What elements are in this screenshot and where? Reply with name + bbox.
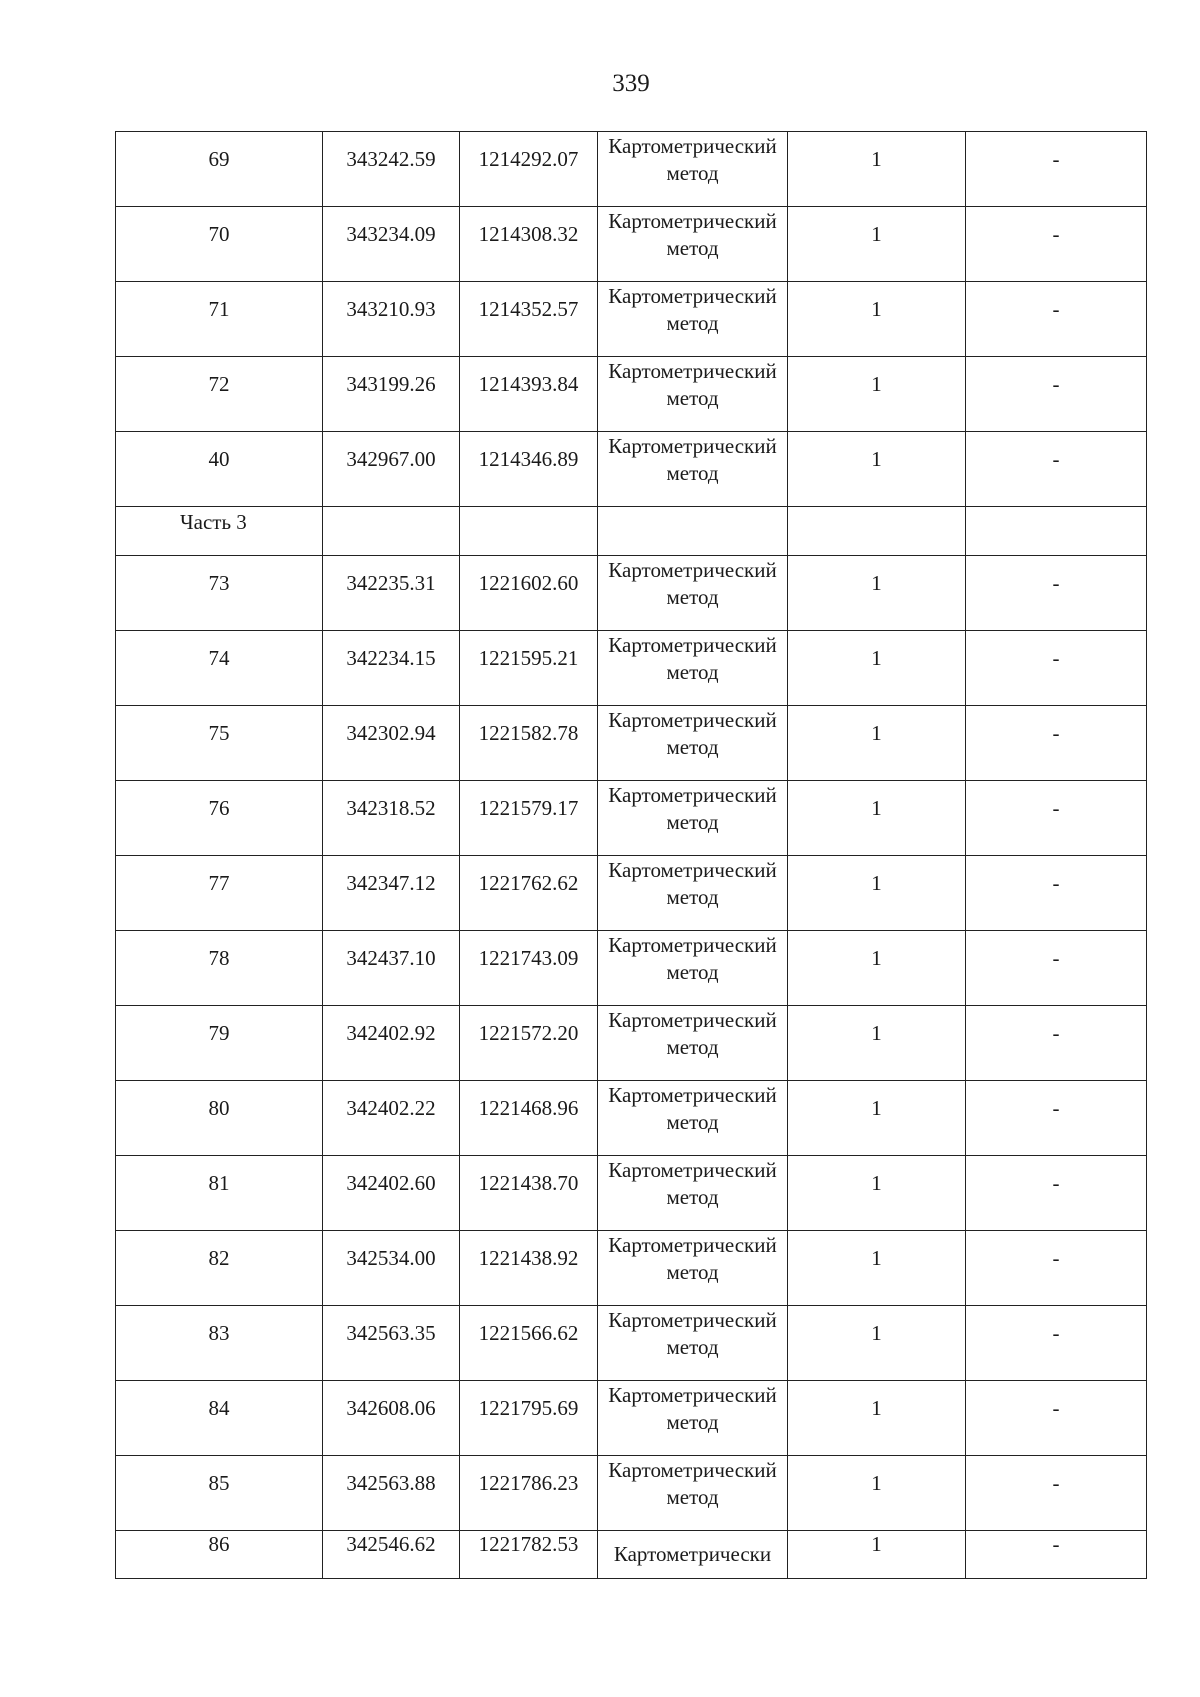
x-coordinate-cell: 342402.60 xyxy=(323,1156,460,1231)
y-coordinate-cell: 1214393.84 xyxy=(460,357,598,432)
point-number-cell: 71 xyxy=(116,282,323,357)
x-coordinate-cell: 342608.06 xyxy=(323,1381,460,1456)
method-cell xyxy=(598,1456,788,1531)
note-cell: - xyxy=(966,556,1147,631)
y-coordinate-cell: 1221438.92 xyxy=(460,1231,598,1306)
note-cell: - xyxy=(966,432,1147,507)
method-cell xyxy=(598,1081,788,1156)
method-cell xyxy=(598,931,788,1006)
point-number-cell: 84 xyxy=(116,1381,323,1456)
table-row xyxy=(116,357,1147,432)
table-row xyxy=(116,132,1147,207)
note-cell: - xyxy=(966,631,1147,706)
table-row xyxy=(116,631,1147,706)
note-cell: - xyxy=(966,1231,1147,1306)
note-cell: - xyxy=(966,1531,1147,1579)
x-coordinate-cell: 342437.10 xyxy=(323,931,460,1006)
method-cell xyxy=(598,1006,788,1081)
table-row xyxy=(116,1156,1147,1231)
y-coordinate-cell: 1221595.21 xyxy=(460,631,598,706)
y-coordinate-cell: 1221782.53 xyxy=(460,1531,598,1579)
table-cell xyxy=(788,507,966,556)
note-cell: - xyxy=(966,931,1147,1006)
error-cell: 1 xyxy=(788,282,966,357)
x-coordinate-cell: 342302.94 xyxy=(323,706,460,781)
y-coordinate-cell: 1221468.96 xyxy=(460,1081,598,1156)
error-cell: 1 xyxy=(788,631,966,706)
table-row xyxy=(116,931,1147,1006)
table-row xyxy=(116,207,1147,282)
table-row xyxy=(116,781,1147,856)
y-coordinate-cell: 1214308.32 xyxy=(460,207,598,282)
error-cell: 1 xyxy=(788,207,966,282)
error-cell: 1 xyxy=(788,1306,966,1381)
x-coordinate-cell: 342347.12 xyxy=(323,856,460,931)
table-row xyxy=(116,1531,1147,1579)
method-cell xyxy=(598,1156,788,1231)
error-cell: 1 xyxy=(788,931,966,1006)
point-number-cell: 72 xyxy=(116,357,323,432)
y-coordinate-cell: 1214346.89 xyxy=(460,432,598,507)
method-text: Картометрический метод xyxy=(608,708,777,759)
note-cell: - xyxy=(966,1081,1147,1156)
method-text: Картометрический метод xyxy=(608,558,777,609)
method-text: Картометрический метод xyxy=(608,633,777,684)
table-row xyxy=(116,1306,1147,1381)
table-cell xyxy=(598,507,788,556)
error-cell: 1 xyxy=(788,432,966,507)
table-row xyxy=(116,432,1147,507)
y-coordinate-cell: 1221795.69 xyxy=(460,1381,598,1456)
y-coordinate-cell: 1221572.20 xyxy=(460,1006,598,1081)
point-number-cell: 40 xyxy=(116,432,323,507)
note-cell: - xyxy=(966,132,1147,207)
point-number-cell: 83 xyxy=(116,1306,323,1381)
y-coordinate-cell: 1221602.60 xyxy=(460,556,598,631)
table-row xyxy=(116,1081,1147,1156)
y-coordinate-cell: 1221566.62 xyxy=(460,1306,598,1381)
method-cell xyxy=(598,556,788,631)
x-coordinate-cell: 343234.09 xyxy=(323,207,460,282)
method-cell xyxy=(598,1306,788,1381)
table-cell xyxy=(323,507,460,556)
method-cell xyxy=(598,207,788,282)
point-number-cell: 73 xyxy=(116,556,323,631)
coordinates-table-body xyxy=(116,132,1147,1579)
point-number-cell: 69 xyxy=(116,132,323,207)
method-text: Картометрический метод xyxy=(608,1158,777,1209)
x-coordinate-cell: 343210.93 xyxy=(323,282,460,357)
y-coordinate-cell: 1221579.17 xyxy=(460,781,598,856)
point-number-cell: 75 xyxy=(116,706,323,781)
error-cell: 1 xyxy=(788,1381,966,1456)
x-coordinate-cell: 342563.88 xyxy=(323,1456,460,1531)
method-text: Картометрический метод xyxy=(608,1083,777,1134)
page-number: 339 xyxy=(612,70,650,97)
x-coordinate-cell: 342402.22 xyxy=(323,1081,460,1156)
table-row xyxy=(116,1381,1147,1456)
table-row xyxy=(116,1231,1147,1306)
point-number-cell: 86 xyxy=(116,1531,323,1579)
x-coordinate-cell: 342534.00 xyxy=(323,1231,460,1306)
error-cell: 1 xyxy=(788,556,966,631)
x-coordinate-cell: 342318.52 xyxy=(323,781,460,856)
table-row xyxy=(116,856,1147,931)
note-cell: - xyxy=(966,207,1147,282)
point-number-cell: 85 xyxy=(116,1456,323,1531)
method-text: Картометрический метод xyxy=(608,1383,777,1434)
y-coordinate-cell: 1214352.57 xyxy=(460,282,598,357)
y-coordinate-cell: 1221786.23 xyxy=(460,1456,598,1531)
coordinates-table xyxy=(115,131,1147,1579)
error-cell: 1 xyxy=(788,1456,966,1531)
method-cell xyxy=(598,781,788,856)
method-cell xyxy=(598,1381,788,1456)
y-coordinate-cell: 1221438.70 xyxy=(460,1156,598,1231)
x-coordinate-cell: 342546.62 xyxy=(323,1531,460,1579)
note-cell: - xyxy=(966,706,1147,781)
method-text: Картометрический метод xyxy=(608,209,777,260)
error-cell: 1 xyxy=(788,357,966,432)
table-row xyxy=(116,1456,1147,1531)
point-number-cell: 78 xyxy=(116,931,323,1006)
method-cell xyxy=(598,282,788,357)
method-cell xyxy=(598,706,788,781)
note-cell: - xyxy=(966,1306,1147,1381)
y-coordinate-cell: 1221582.78 xyxy=(460,706,598,781)
note-cell: - xyxy=(966,1156,1147,1231)
y-coordinate-cell: 1214292.07 xyxy=(460,132,598,207)
error-cell: 1 xyxy=(788,1081,966,1156)
note-cell: - xyxy=(966,781,1147,856)
method-text: Картометрический метод xyxy=(608,134,777,185)
error-cell: 1 xyxy=(788,1006,966,1081)
y-coordinate-cell: 1221743.09 xyxy=(460,931,598,1006)
section-row xyxy=(116,507,1147,556)
table-cell xyxy=(460,507,598,556)
note-cell: - xyxy=(966,856,1147,931)
method-cell xyxy=(598,432,788,507)
x-coordinate-cell: 342235.31 xyxy=(323,556,460,631)
error-cell: 1 xyxy=(788,1231,966,1306)
table-row xyxy=(116,1006,1147,1081)
method-cell xyxy=(598,856,788,931)
method-text: Картометрический метод xyxy=(608,434,777,485)
note-cell: - xyxy=(966,1381,1147,1456)
method-cell xyxy=(598,631,788,706)
method-text: Картометрический метод xyxy=(608,858,777,909)
error-cell: 1 xyxy=(788,856,966,931)
error-cell: 1 xyxy=(788,781,966,856)
error-cell: 1 xyxy=(788,1531,966,1579)
x-coordinate-cell: 342234.15 xyxy=(323,631,460,706)
method-cell xyxy=(598,357,788,432)
x-coordinate-cell: 343242.59 xyxy=(323,132,460,207)
table-row xyxy=(116,282,1147,357)
method-text: Картометрический метод xyxy=(608,1233,777,1284)
method-text: Картометрический метод xyxy=(608,933,777,984)
method-text: Картометрический метод xyxy=(608,1008,777,1059)
note-cell: - xyxy=(966,1006,1147,1081)
note-cell: - xyxy=(966,1456,1147,1531)
method-cell xyxy=(598,132,788,207)
method-cell xyxy=(598,1231,788,1306)
table-row xyxy=(116,556,1147,631)
method-text: Картометрический метод xyxy=(608,359,777,410)
x-coordinate-cell: 342402.92 xyxy=(323,1006,460,1081)
point-number-cell: 81 xyxy=(116,1156,323,1231)
point-number-cell: 80 xyxy=(116,1081,323,1156)
point-number-cell: 79 xyxy=(116,1006,323,1081)
table-cell xyxy=(966,507,1147,556)
note-cell: - xyxy=(966,357,1147,432)
error-cell: 1 xyxy=(788,132,966,207)
point-number-cell: 74 xyxy=(116,631,323,706)
section-label: Часть 3 xyxy=(116,507,323,556)
error-cell: 1 xyxy=(788,1156,966,1231)
note-cell: - xyxy=(966,282,1147,357)
x-coordinate-cell: 343199.26 xyxy=(323,357,460,432)
method-text: Картометрический метод xyxy=(608,783,777,834)
method-text: Картометрический метод xyxy=(608,1458,777,1509)
x-coordinate-cell: 342563.35 xyxy=(323,1306,460,1381)
point-number-cell: 77 xyxy=(116,856,323,931)
point-number-cell: 76 xyxy=(116,781,323,856)
y-coordinate-cell: 1221762.62 xyxy=(460,856,598,931)
method-text: Картометрический метод xyxy=(608,284,777,335)
method-text: Картометрический метод xyxy=(608,1308,777,1359)
error-cell: 1 xyxy=(788,706,966,781)
method-text: Картометрически xyxy=(613,1542,772,1566)
x-coordinate-cell: 342967.00 xyxy=(323,432,460,507)
table-row xyxy=(116,706,1147,781)
point-number-cell: 82 xyxy=(116,1231,323,1306)
point-number-cell: 70 xyxy=(116,207,323,282)
method-cell xyxy=(598,1531,788,1579)
